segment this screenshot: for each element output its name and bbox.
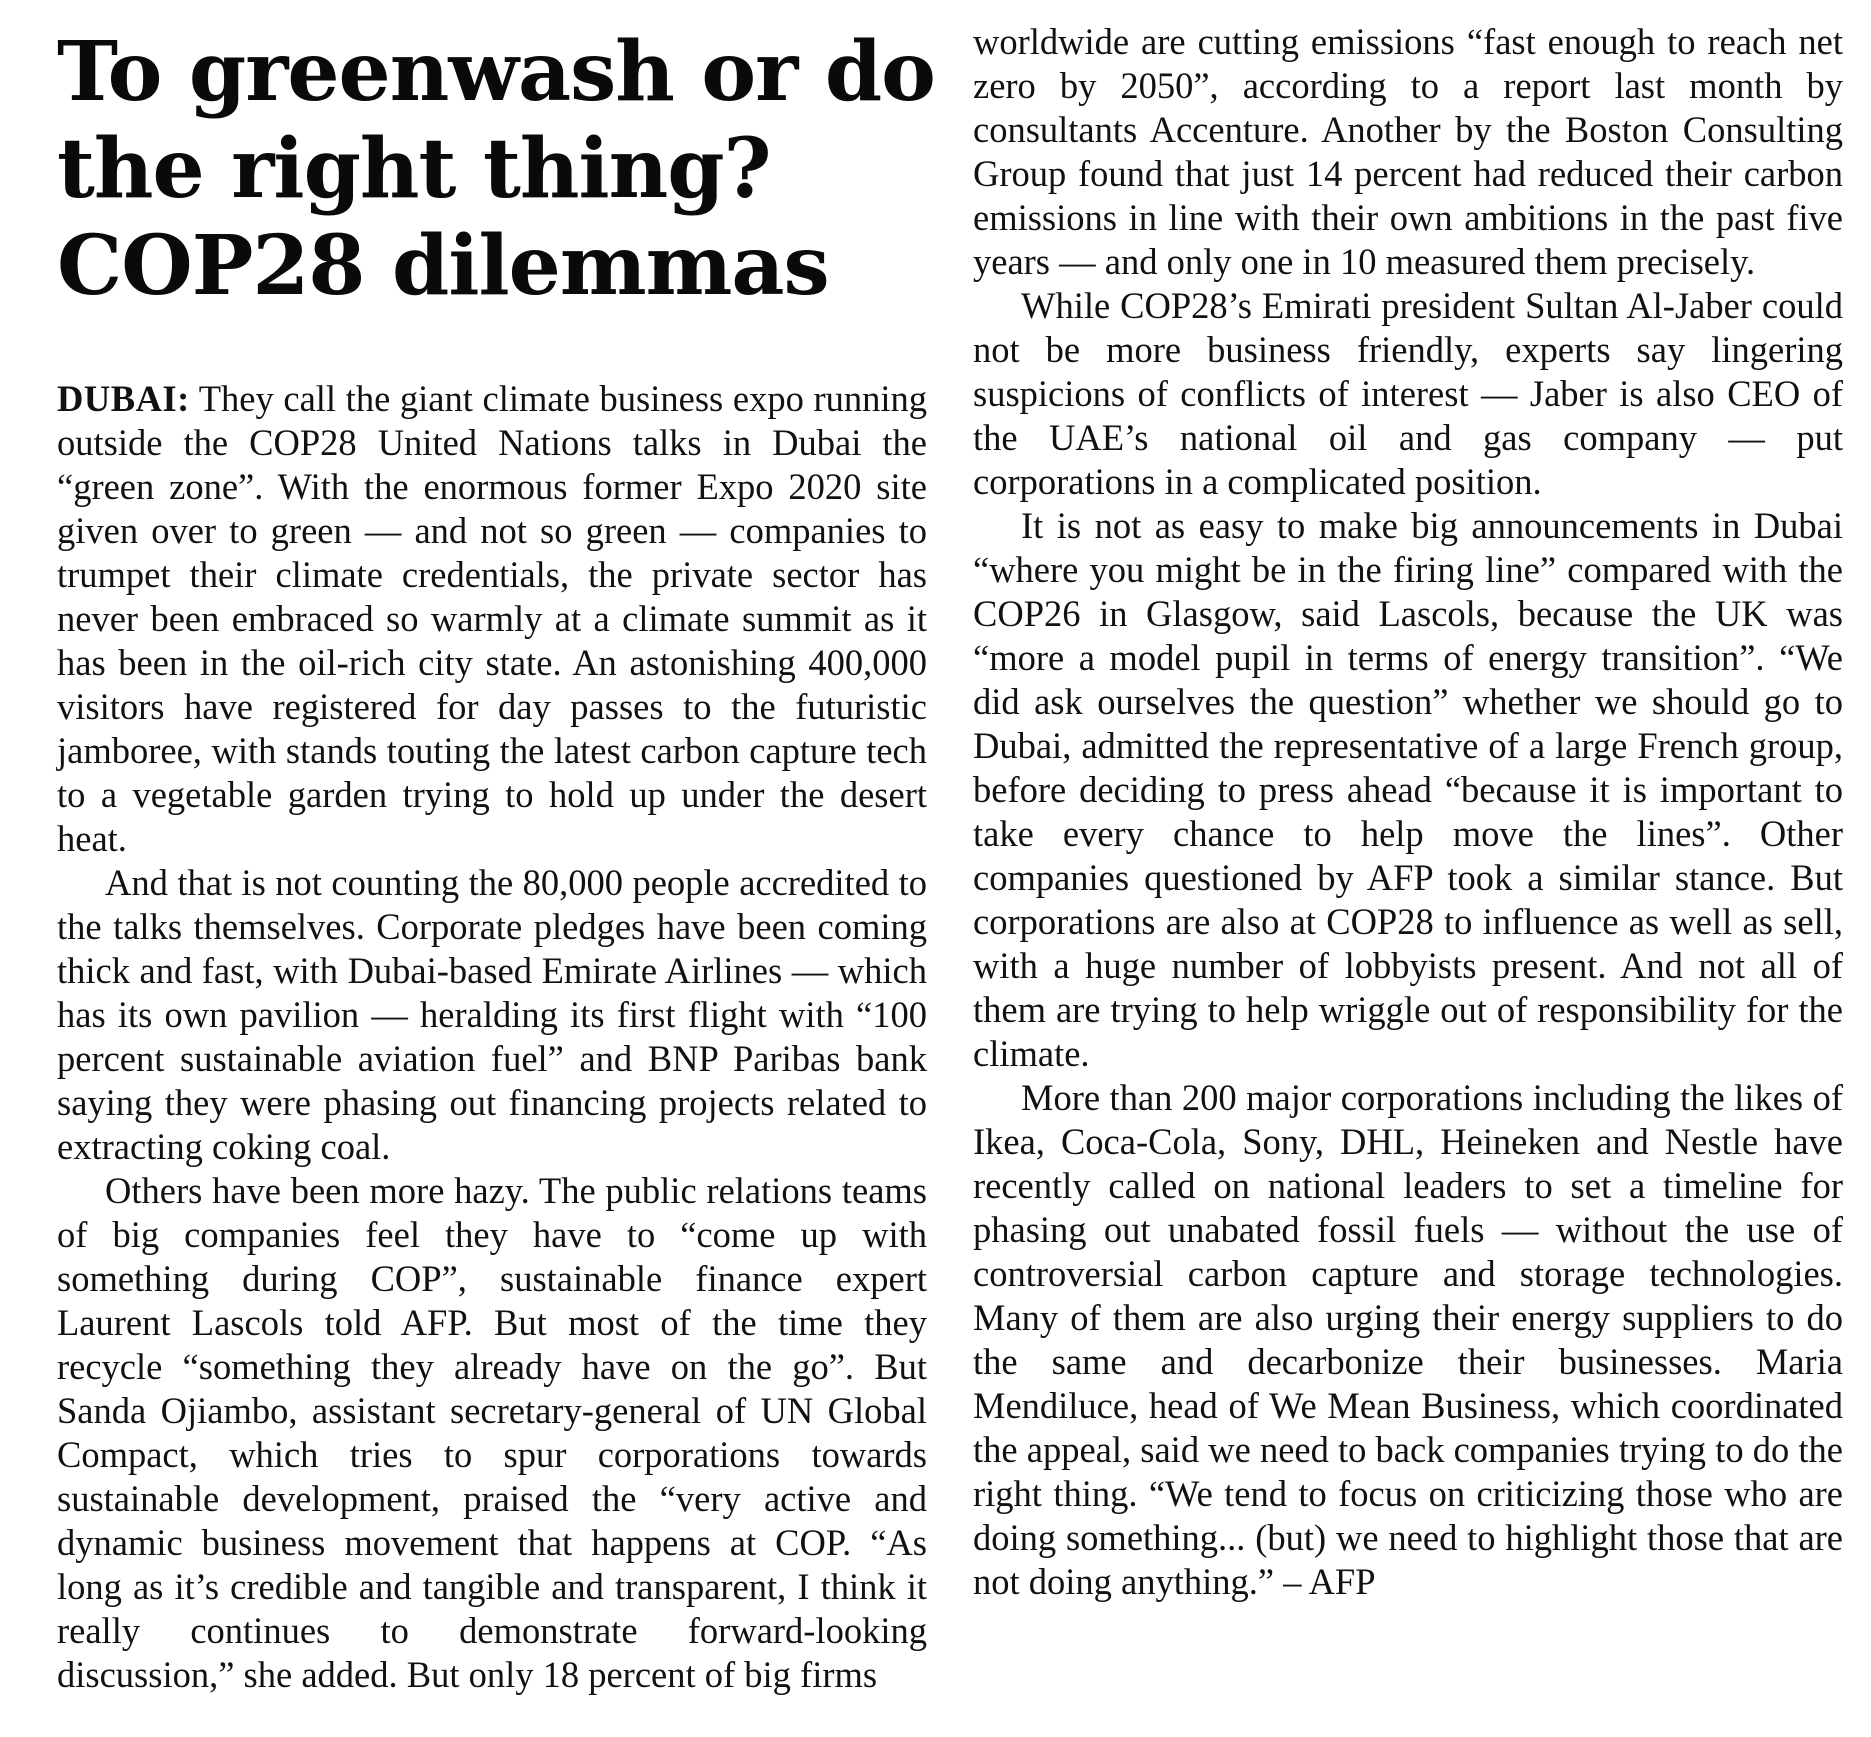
article-body-left <box>57 377 927 1697</box>
body-paragraph: Others have been more hazy. The public relations teams of big companies feel they have to “come up with something during COP”, sustainable finance expert Laurent Lascols told AFP. But most of the time they recycle “something they already have on the go”. But Sanda Ojiambo, assistant secretary-general of UN Global Compact, which tries to spur corporations towards sustainable development, praised the “very active and dynamic business movement that happens at COP. “As long as it’s credible and tangible and transparent, I think it really continues to demonstrate forward-looking discussion,” she added. But only 18 percent of big firms <box>57 1170 927 1695</box>
article-body-right <box>973 20 1843 1604</box>
headline-line: the right thing? <box>57 121 771 217</box>
paragraph-text: They call the giant climate business expo running outside the COP28 United Nations talks in Dubai the “green zone”. With the enormous former Expo 2020 site given over to green — and not so green — companies to trumpet their climate credentials, the private sector has never been embraced so warmly at a climate summit as it has been in the oil-rich city state. An astonishing 400,000 visitors have registered for day passes to the futuristic jamboree, with stands touting the latest carbon capture tech to a vegetable garden trying to hold up under the desert heat. <box>57 378 927 859</box>
article-column-right <box>973 20 1843 1604</box>
body-paragraph: It is not as easy to make big announcements in Dubai “where you might be in the firing line” compared with the COP26 in Glasgow, said Lascols, because the UK was “more a model pupil in terms of energy transition”. “We did ask ourselves the question” whether we should go to Dubai, admitted the representative of a large French group, before deciding to press ahead “because it is important to take every chance to help move the lines”. Other companies questioned by AFP took a similar stance. But corporations are also at COP28 to influence as well as sell, with a huge number of lobbyists present. And not all of them are trying to help wriggle out of responsibility for the climate. <box>973 505 1843 1074</box>
body-paragraph: And that is not counting the 80,000 people accredited to the talks themselves. Corporate pledges have been coming thick and fast, with Dubai-based Emirate Airlines — which has its own pavilion — heralding its first flight with “100 percent sustainable aviation fuel” and BNP Paribas bank saying they were phasing out financing projects related to extracting coking coal. <box>57 862 927 1167</box>
dateline: DUBAI: <box>57 378 190 419</box>
headline-line: To greenwash or do <box>57 24 935 120</box>
article-column-left <box>57 20 935 1697</box>
headline-line: COP28 dilemmas <box>57 218 829 314</box>
body-paragraph <box>57 377 927 861</box>
body-paragraph: While COP28’s Emirati president Sultan Al-Jaber could not be more business friendly, experts say lingering suspicions of conflicts of interest — Jaber is also CEO of the UAE’s national oil and gas company — put corporations in a complicated position. <box>973 285 1843 502</box>
body-paragraph-continued: worldwide are cutting emissions “fast enough to reach net zero by 2050”, according to a report last month by consultants Accenture. Another by the Boston Consulting Group found that just 14 percent had reduced their carbon emissions in line with their own ambitions in the past five years — and only one in 10 measured them precisely. <box>973 21 1843 282</box>
headline <box>57 24 935 315</box>
body-paragraph: More than 200 major corporations including the likes of Ikea, Coca-Cola, Sony, DHL, Heineken and Nestle have recently called on national leaders to set a timeline for phasing out unabated fossil fuels — without the use of controversial carbon capture and storage technologies. Many of them are also urging their energy suppliers to do the same and decarbonize their businesses. Maria Mendiluce, head of We Mean Business, which coordinated the appeal, said we need to back companies trying to do the right thing. “We tend to focus on criticizing those who are doing something... (but) we need to highlight those that are not doing anything.” – AFP <box>973 1077 1843 1602</box>
